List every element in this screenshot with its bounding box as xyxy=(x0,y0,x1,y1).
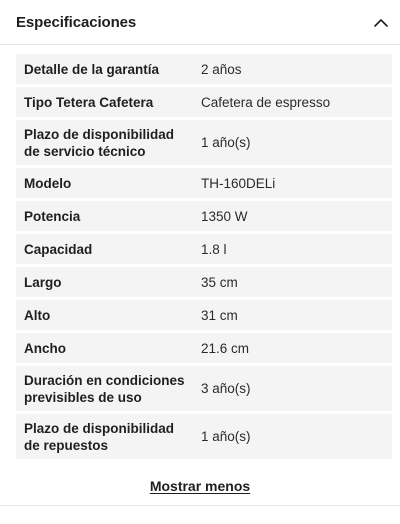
spec-row xyxy=(16,168,392,201)
spec-label: Ancho xyxy=(24,340,66,356)
spec-value: Cafetera de espresso xyxy=(201,94,331,110)
spec-row xyxy=(16,267,392,300)
spec-label: Detalle de la garantía xyxy=(24,61,160,77)
chevron-up-icon[interactable] xyxy=(373,14,389,30)
spec-value: 1.8 l xyxy=(201,241,227,257)
spec-label: Tipo Tetera Cafetera xyxy=(24,94,154,110)
spec-value: 1350 W xyxy=(201,208,248,224)
spec-value: 2 años xyxy=(201,61,242,77)
spec-value: 1 año(s) xyxy=(201,429,251,444)
spec-row xyxy=(16,54,392,87)
spec-row xyxy=(16,201,392,234)
spec-row xyxy=(16,366,392,414)
spec-value: 31 cm xyxy=(201,307,238,323)
spec-row xyxy=(16,87,392,120)
divider xyxy=(0,505,400,506)
spec-row xyxy=(16,234,392,267)
spec-label: Capacidad xyxy=(24,241,93,257)
show-less-link[interactable]: Mostrar menos xyxy=(149,478,251,494)
spec-value: 35 cm xyxy=(201,274,238,290)
spec-label: Duración en condiciones previsibles de uso xyxy=(24,372,185,405)
spec-label: Largo xyxy=(24,274,62,290)
spec-row xyxy=(16,333,392,366)
spec-label: Potencia xyxy=(24,208,81,224)
section-title: Especificaciones xyxy=(16,13,137,31)
spec-value: TH-160DELi xyxy=(201,175,276,191)
spec-row xyxy=(16,300,392,333)
spec-row xyxy=(16,120,392,168)
divider xyxy=(0,44,400,45)
spec-label: Plazo de disponibilidad de servicio técnico xyxy=(24,126,175,159)
specifications-header[interactable] xyxy=(0,0,400,44)
spec-value: 1 año(s) xyxy=(201,135,251,150)
spec-value: 21.6 cm xyxy=(201,340,250,356)
spec-value: 3 año(s) xyxy=(201,381,251,396)
spec-label: Modelo xyxy=(24,175,72,191)
spec-label: Plazo de disponibilidad de repuestos xyxy=(24,420,175,453)
specs-table xyxy=(16,54,392,462)
spec-label: Alto xyxy=(24,307,51,323)
spec-row xyxy=(16,414,392,462)
show-less-container xyxy=(0,478,400,496)
